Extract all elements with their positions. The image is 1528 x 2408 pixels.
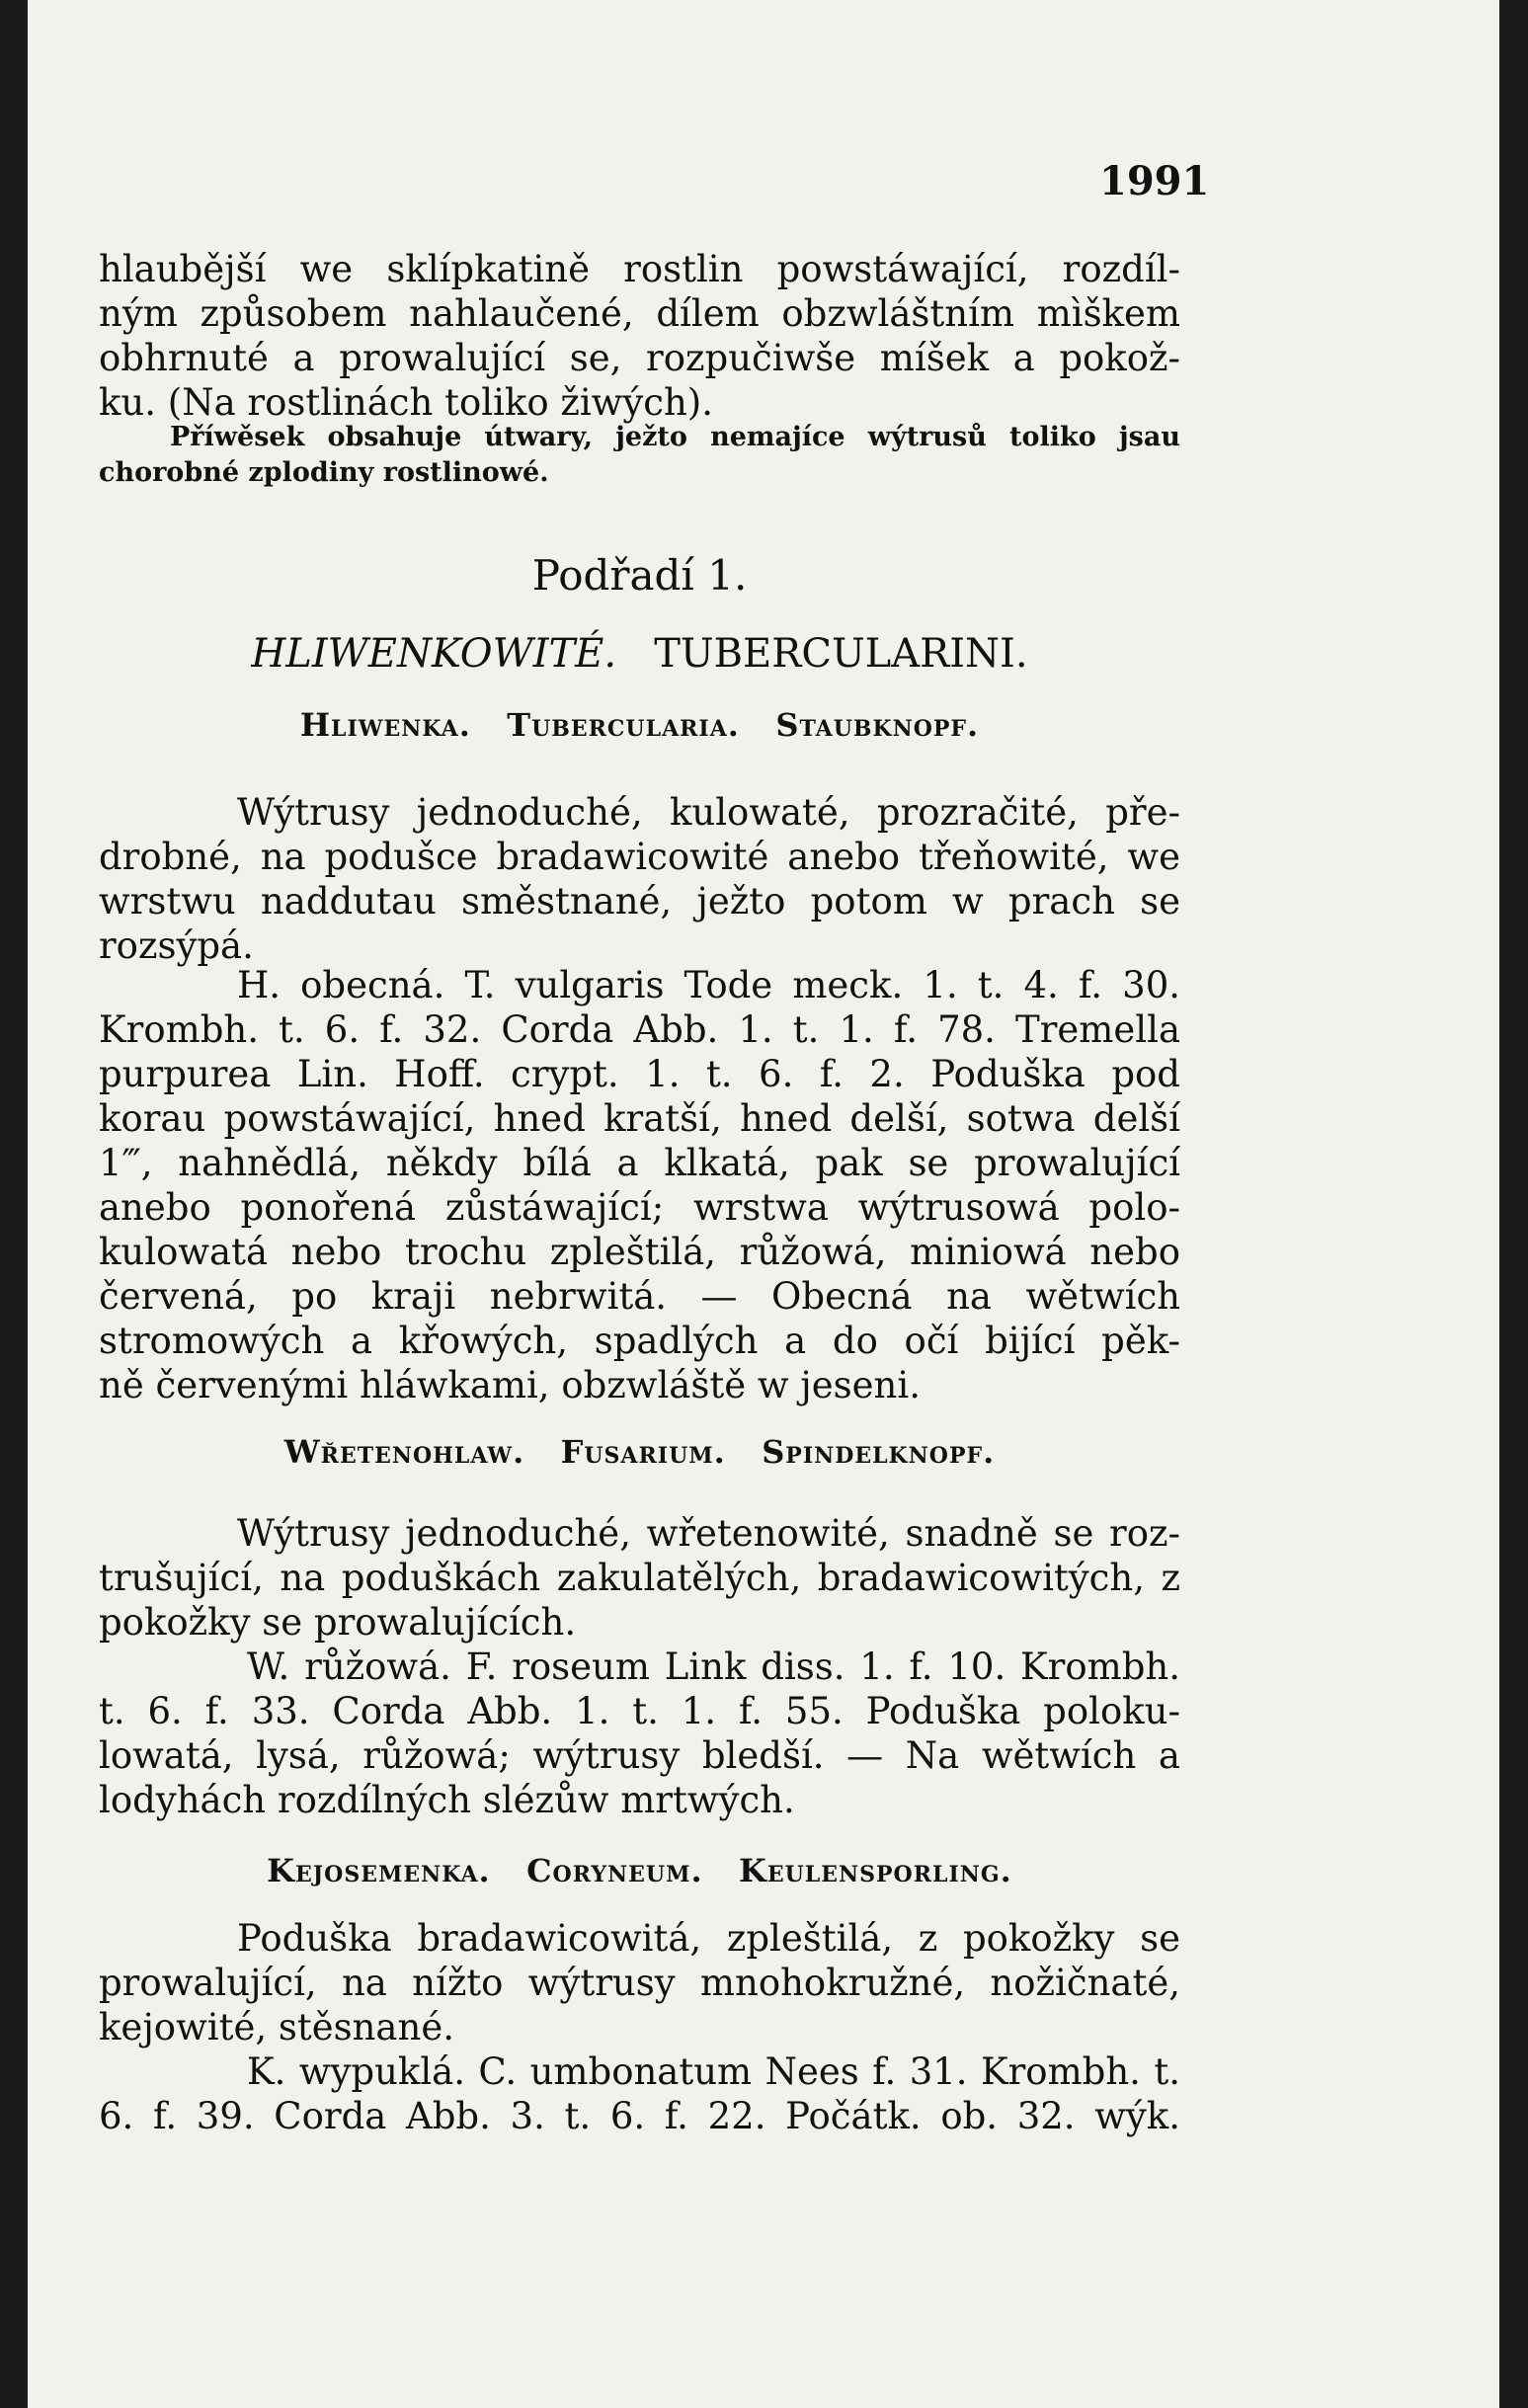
- text-line: pokožky se prowalujících.: [99, 1601, 577, 1644]
- text-line: ně červenými hláwkami, obzwláště w jeseni.: [99, 1364, 921, 1406]
- species-entry-fusarium-roseum: [99, 1645, 1180, 1822]
- text-line: W. růžowá. F. roseum Link diss. 1. f. 10. Krombh.: [247, 1645, 1180, 1688]
- note-line: Příwěsek obsahuje útwary, ježto nemajíce wýtrusů toliko jsau: [170, 422, 1180, 452]
- text-line: rozsýpá.: [99, 924, 254, 967]
- text-line: Wýtrusy jednoduché, kulowaté, prozračité, pře-: [237, 791, 1180, 834]
- text-line: ným způsobem nahlaučené, dílem obzwláštním mìškem: [99, 292, 1180, 335]
- genus-description-tubercularia: [99, 790, 1180, 968]
- genus-czech: Wřetenohlaw.: [283, 1433, 525, 1471]
- page-number: 1991: [1099, 158, 1210, 204]
- genus-description-fusarium: [99, 1511, 1180, 1645]
- species-entry-tubercularia-vulgaris: [99, 963, 1180, 1407]
- genus-german: Keulensporling.: [739, 1852, 1012, 1889]
- text-line: 1‴, nahnědlá, někdy bílá a klkatá, pak se prowalující: [99, 1142, 1180, 1184]
- text-line: 6. f. 39. Corda Abb. 3. t. 6. f. 22. Počátk. ob. 32. wýk.: [99, 2095, 1180, 2137]
- text-line: H. obecná. T. vulgaris Tode meck. 1. t. 4. f. 30.: [237, 964, 1180, 1006]
- text-line: obhrnuté a prowalující se, rozpučiwše míšek a pokož-: [99, 337, 1180, 379]
- text-line: Poduška bradawicowitá, zpleštilá, z pokožky se: [237, 1917, 1180, 1960]
- text-line: červená, po kraji nebrwitá. — Obecná na wětwích: [99, 1275, 1180, 1318]
- intro-paragraph: [99, 247, 1180, 425]
- family-heading: [99, 632, 1180, 677]
- genus-latin: Fusarium.: [560, 1433, 726, 1471]
- genus-czech: Hliwenka.: [299, 706, 471, 744]
- text-line: kejowité, stěsnané.: [99, 2006, 454, 2048]
- text-line: kulowatá nebo trochu zpleštilá, růžowá, miniowá nebo: [99, 1231, 1180, 1273]
- text-line: korau powstáwající, hned kratší, hned delší, sotwa delší: [99, 1097, 1180, 1140]
- text-line: hlaubější we sklípkatině rostlin powstáwající, rozdíl-: [99, 248, 1180, 290]
- text-line: lodyhách rozdílných slézůw mrtwých.: [99, 1779, 795, 1821]
- text-line: wrstwu naddutau směstnané, ježto potom w prach se: [99, 880, 1180, 923]
- text-line: lowatá, lysá, růžowá; wýtrusy bledší. — Na wětwích a: [99, 1734, 1180, 1777]
- text-line: drobné, na podušce bradawicowité anebo třeňowité, we: [99, 836, 1180, 878]
- genus-heading-tubercularia: [99, 703, 1180, 748]
- family-czech: HLIWENKOWITÉ.: [251, 631, 617, 677]
- genus-latin: Tubercularia.: [507, 706, 740, 744]
- text-line: anebo ponořená zůstáwající; wrstwa wýtrusowá polo-: [99, 1186, 1180, 1229]
- text-line: t. 6. f. 33. Corda Abb. 1. t. 1. f. 55. Poduška poloku-: [99, 1690, 1180, 1732]
- species-entry-coryneum-umbonatum: [99, 2049, 1180, 2138]
- text-line: Wýtrusy jednoduché, wřetenowité, snadně se roz-: [237, 1512, 1180, 1555]
- genus-heading-coryneum: [99, 1849, 1180, 1893]
- text-line: trušující, na poduškách zakulatělých, bradawicowitých, z: [99, 1557, 1180, 1599]
- family-latin: TUBERCULARINI.: [654, 631, 1028, 677]
- book-page: [28, 0, 1499, 2408]
- text-line: ku. (Na rostlinách toliko žiwých).: [99, 381, 714, 424]
- genus-german: Spindelknopf.: [762, 1433, 996, 1471]
- genus-description-coryneum: [99, 1916, 1180, 2049]
- text-line: K. wypuklá. C. umbonatum Nees f. 31. Krombh. t.: [247, 2050, 1180, 2093]
- footnote: [99, 420, 1180, 491]
- genus-german: Staubknopf.: [775, 706, 980, 744]
- genus-heading-fusarium: [99, 1430, 1180, 1475]
- text-line: prowalující, na nížto wýtrusy mnohokružné, nožičnaté,: [99, 1962, 1180, 2004]
- text-line: stromowých a křowých, spadlých a do očí bijící pěk-: [99, 1320, 1180, 1362]
- text-line: purpurea Lin. Hoff. crypt. 1. t. 6. f. 2. Poduška pod: [99, 1053, 1180, 1095]
- text-line: Krombh. t. 6. f. 32. Corda Abb. 1. t. 1. f. 78. Tremella: [99, 1008, 1180, 1051]
- genus-latin: Coryneum.: [526, 1852, 703, 1889]
- genus-czech: Kejosemenka.: [267, 1852, 491, 1889]
- suborder-heading: Podřadí 1.: [531, 551, 748, 600]
- note-line: chorobné zplodiny rostlinowé.: [99, 457, 549, 488]
